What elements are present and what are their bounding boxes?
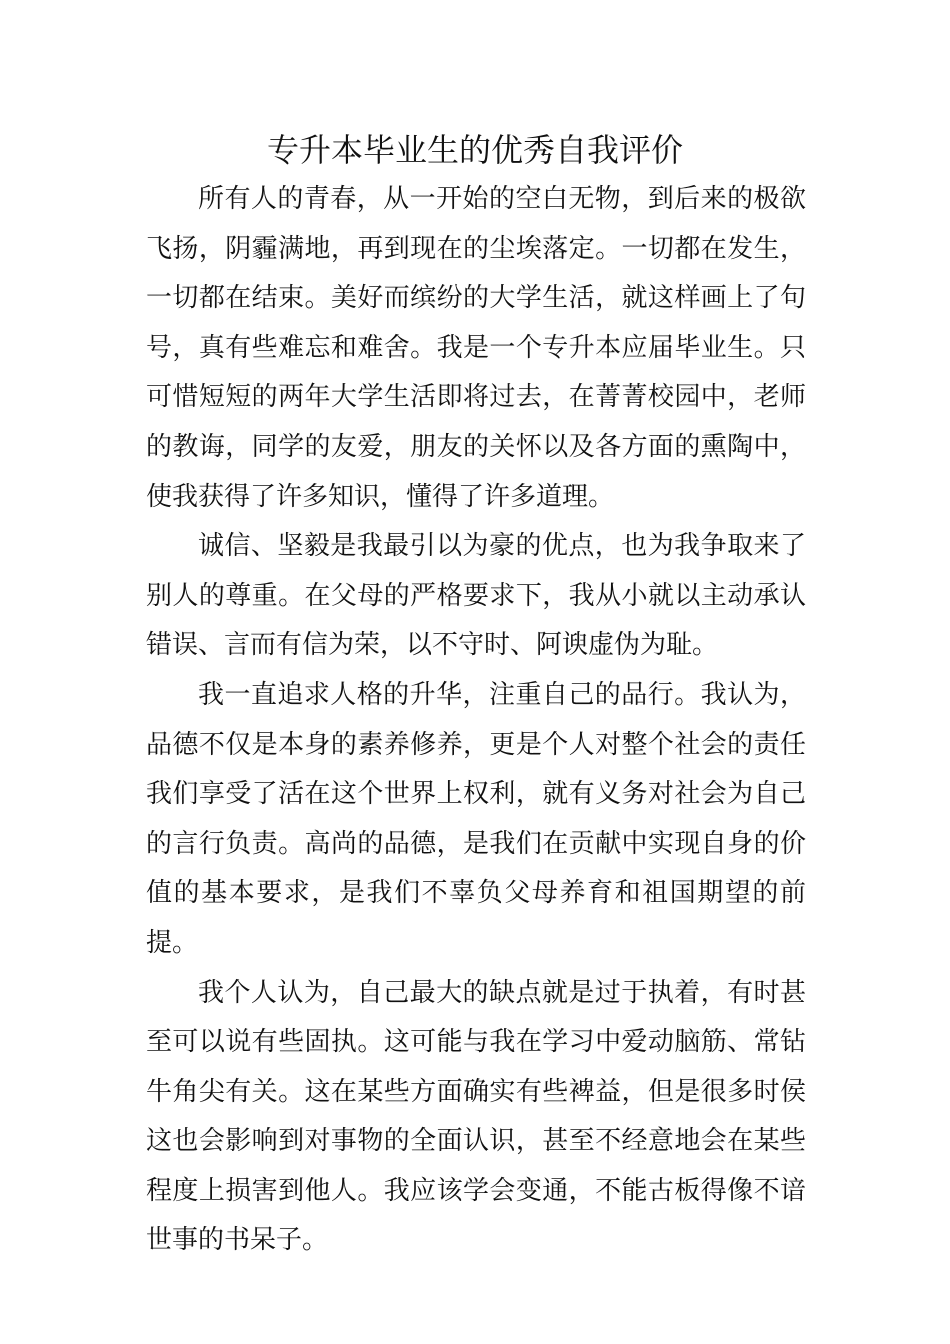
paragraph-3: 我一直追求人格的升华，注重自己的品行。我认为，品德不仅是本身的素养修养，更是个人对整个社会的责任我们享受了活在这个世界上权利，就有义务对社会为自己的言行负责。高尚的品德，是我们在贡献中实现自身的价值的基本要求，是我们不辜负父母养育和祖国期望的前提。	[146, 679, 806, 958]
paragraph-1: 所有人的青春，从一开始的空白无物，到后来的极欲飞扬，阴霾满地，再到现在的尘埃落定。一切都在发生，一切都在结束。美好而缤纷的大学生活，就这样画上了句号，真有些难忘和难舍。我是一个专升本应届毕业生。只可惜短短的两年大学生活即将过去，在菁菁校园中，老师的教诲，同学的友爱，朋友的关怀以及各方面的熏陶中，使我获得了许多知识，懂得了许多道理。	[146, 184, 806, 512]
paragraph-4: 我个人认为，自己最大的缺点就是过于执着，有时甚至可以说有些固执。这可能与我在学习中爱动脑筋、常钻牛角尖有关。这在某些方面确实有些裨益，但是很多时侯这也会影响到对事物的全面认识，甚至不经意地会在某些程度上损害到他人。我应该学会变通，不能古板得像不谙世事的书呆子。	[146, 977, 806, 1256]
paragraph-2: 诚信、坚毅是我最引以为豪的优点，也为我争取来了别人的尊重。在父母的严格要求下，我从小就以主动承认错误、言而有信为荣，以不守时、阿谀虚伪为耻。	[146, 531, 806, 661]
document-body	[146, 175, 806, 1266]
document-title: 专升本毕业生的优秀自我评价	[266, 131, 683, 169]
